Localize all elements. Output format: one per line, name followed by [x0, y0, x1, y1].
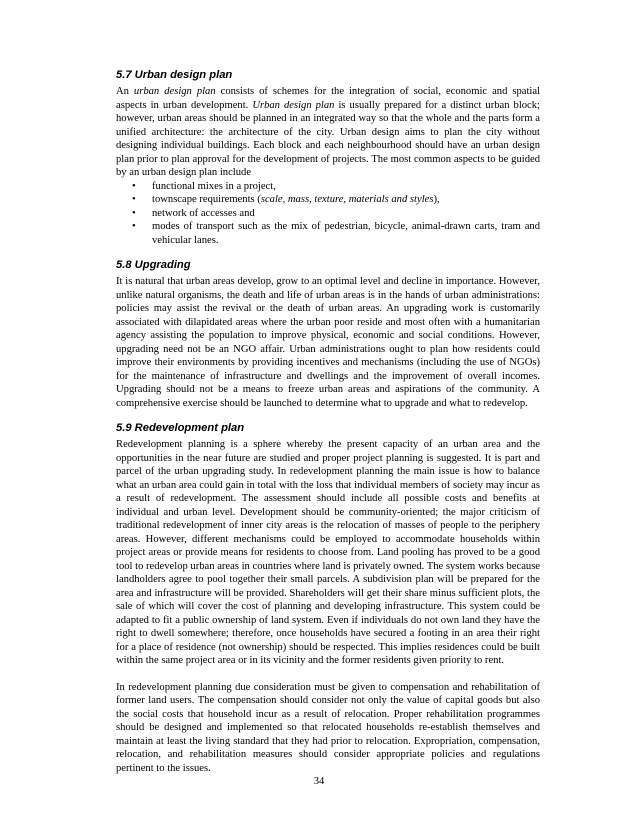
page-number: 34 [313, 776, 325, 787]
aspects-list [116, 180, 540, 248]
bullet-icon: • [132, 221, 136, 232]
text-run: network of accesses and [152, 207, 255, 219]
list-item [116, 193, 540, 207]
list-item [116, 207, 540, 221]
bullet-icon: • [132, 194, 136, 205]
text-run: ), [433, 194, 440, 205]
intro-paragraph [116, 85, 540, 180]
section-upgrading [116, 258, 540, 410]
italic-term: Urban design plan [252, 99, 335, 111]
italic-term: scale, mass, texture, materials and styles [260, 194, 434, 205]
body-paragraph: In redevelopment planning due consideration must be given to compensation and rehabilitation of former land users. The compensation should consider not only the value of capital goods but also the social costs that household incur as a result of relocation. Proper rehabilitation programmes should be designed and implemented so that relocated households re-establish themselves and maintain at least the living standard that they had prior to relocation. Expropriation, compensation, relocation, and rehabilitation measures should consider appropriate policies and regulations pertinent to the issues. [116, 681, 540, 774]
section-spacer [116, 247, 540, 258]
list-item [116, 220, 540, 247]
page-content [116, 68, 540, 775]
text-run: modes of transport such as the mix of pedestrian, bicycle, animal-drawn carts, tram and vehicular lanes. [152, 221, 540, 246]
section-redevelopment-plan [116, 421, 540, 775]
text-run: townscape requirements ( [152, 194, 261, 205]
section-urban-design-plan [116, 68, 540, 247]
body-paragraph: It is natural that urban areas develop, grow to an optimal level and decline in importance. However, unlike natural organisms, the death and life of urban areas is in the hands of urban administrations: policies may assist the revival or the death of urban areas. An upgrading work is customarily associated with dilapidated areas where the urban poor reside and most often with a humanitarian agency assisting the population to improve physical, economic and social conditions. However, upgrading need not be an NGO affair. Urban administrations ought to plan how residents could improve their environments by providing incentives and mechanisms (including the use of NGOs) for the maintenance of infrastructure and dwellings and the improvement of overall incomes. Upgrading should not be a means to freeze urban areas and aspirations of the community. A comprehensive exercise should be launched to determine what to upgrade and what to redevelop. [116, 276, 540, 409]
italic-term: urban design plan [133, 86, 216, 97]
section-heading: 5.9 Redevelopment plan [116, 422, 245, 434]
section-heading: 5.7 Urban design plan [116, 69, 233, 81]
list-item [116, 180, 540, 194]
body-paragraph: Redevelopment planning is a sphere whereby the present capacity of an urban area and the opportunities in the near future are studied and proper project planning is suggested. It is part and parcel of the urban upgrading study. In redevelopment planning the main issue is how to balance what an urban area could gain in total with the loss that individual members of society may incur as a result of redevelopment. The assessment should include all possible costs and benefits at individual and urban level. Development should be community-oriented; the major criticism of traditional redevelopment of inner city areas is the relocation of masses of people to the periphery areas. However, different mechanisms could be employed to accommodate households within project areas or provide means for residents to choose from. Land pooling has proved to be a good tool to redevelop urban areas in countries where land is privately owned. The system works because landholders agree to pool together their small parcels. A subdivision plan will be prepared for the area and infrastructure will be provided. Shareholders will get their share minus sufficient plots, the sale of which will cover the cost of planning and developing infrastructure. This system could be adapted to fit a public ownership of land system. Even if individuals do not own land they have the right to dwell somewhere; therefore, once households have secured a footing in an area their right for a place of residence (not ownership) should be respected. This implies residences could be built within the same project area or in its vicinity and the former residents given priority to rent. [116, 439, 541, 666]
bullet-icon: • [132, 180, 136, 192]
section-spacer [116, 410, 540, 421]
text-run: is usually prepared for a distinct urban block; however, urban areas should be planned in an integrated way so that the whole and the parts form a unified architecture: the architecture of the city. Urban design aims to plan the city without designing individual buildings. Each block and each neighbourhood should have an urban design plan prior to plan approval for the development of projects. The most common aspects to be guided by an urban design plan include [116, 99, 540, 178]
text-run: consists of schemes for the integration of social, economic and spatial aspects in urban development. [116, 86, 540, 111]
paragraph-spacer [116, 668, 540, 681]
text-run: An [116, 86, 134, 97]
section-heading: 5.8 Upgrading [116, 259, 191, 271]
bullet-icon: • [132, 207, 136, 219]
text-run: functional mixes in a project, [152, 180, 276, 192]
